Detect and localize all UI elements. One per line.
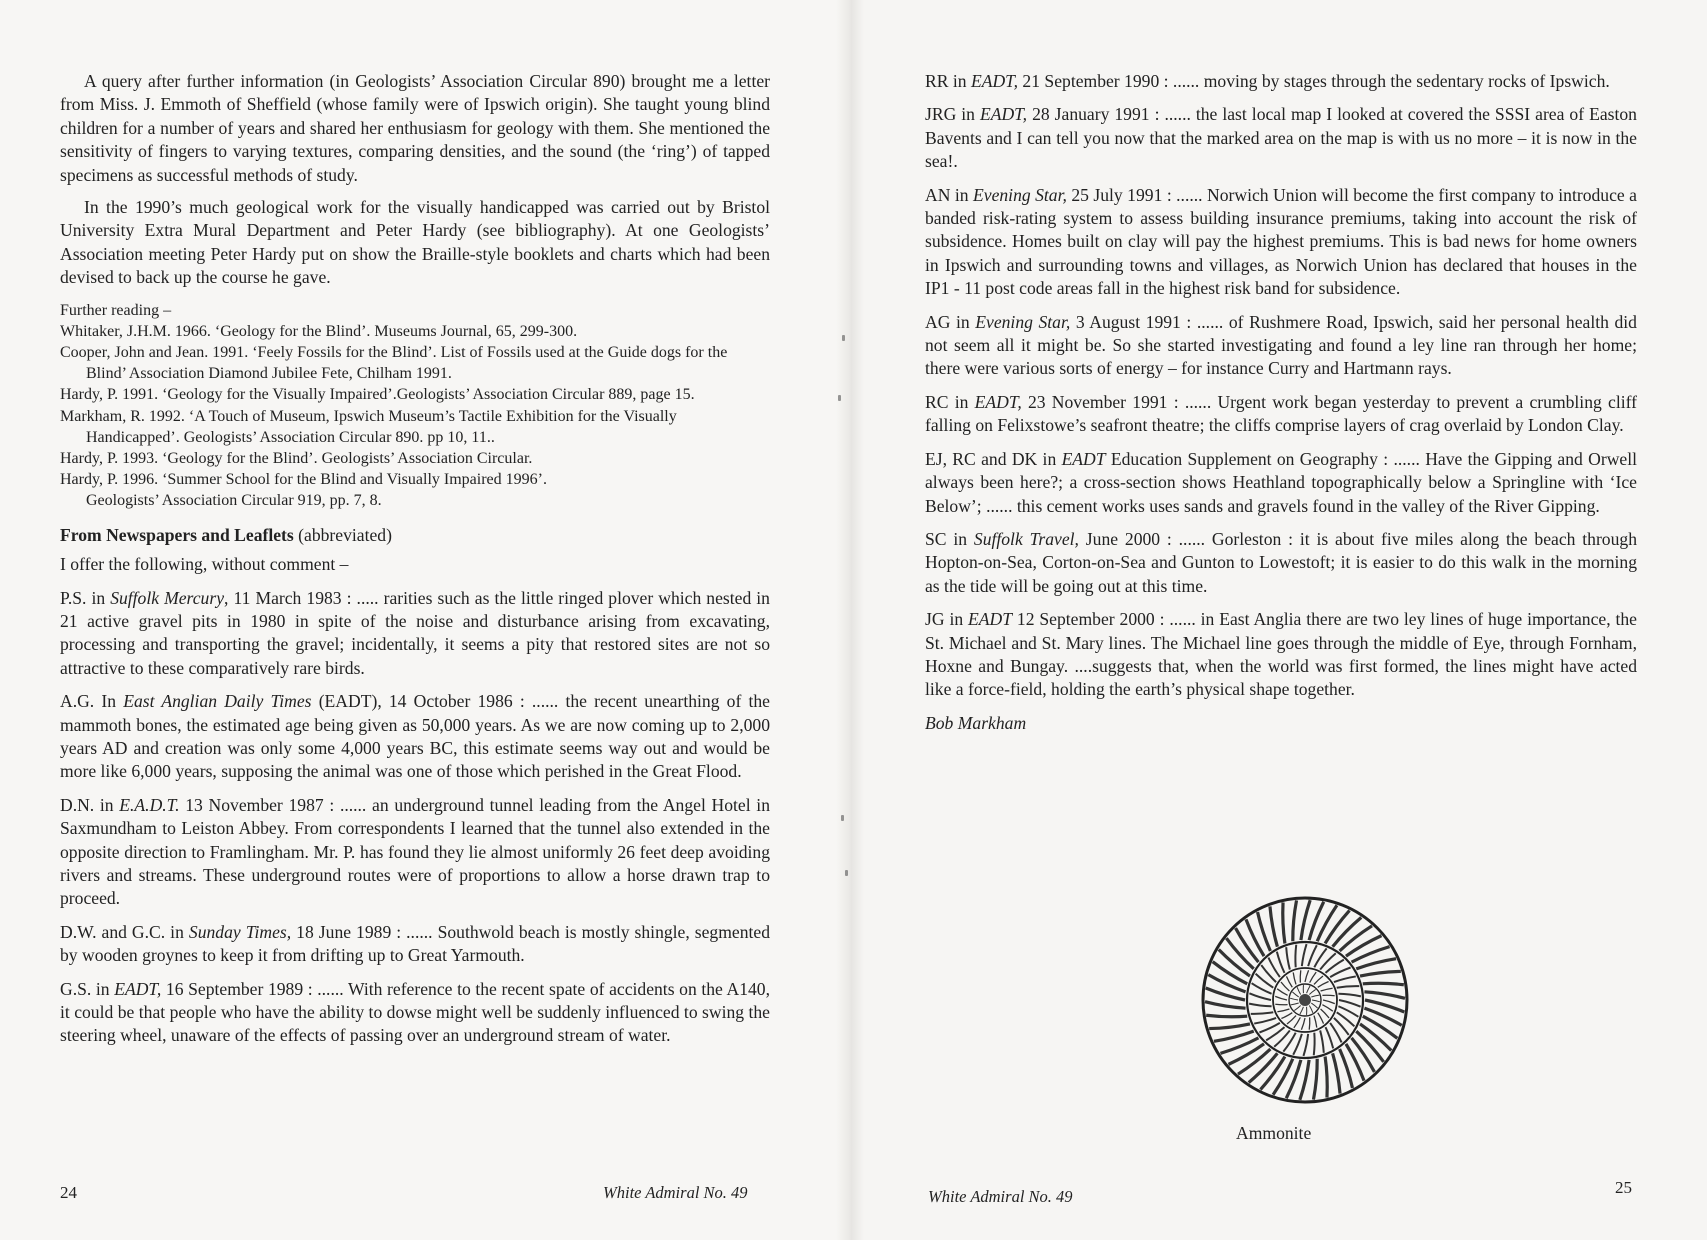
binding-speck: [838, 395, 841, 401]
news-source: EADT,: [974, 391, 1022, 412]
news-source: Evening Star,: [975, 311, 1071, 332]
section-heading-title: From Newspapers and Leaflets: [60, 524, 294, 545]
binding-speck: [845, 870, 848, 876]
section-heading-note: (abbreviated): [298, 524, 392, 545]
news-entry: RR in EADT, 21 September 1990 : ...... moving by stages through the sedentary rocks of Ipswich.: [925, 71, 1610, 91]
reference-item: Hardy, P. 1991. ‘Geology for the Visually Impaired’.Geologists’ Association Circular 889, page 15.: [60, 386, 695, 404]
footer-title-right: White Admiral No. 49: [928, 1187, 1073, 1206]
binding-speck: [841, 815, 844, 821]
further-reading-list: [60, 300, 770, 512]
news-entry: AG in Evening Star, 3 August 1991 : ...... of Rushmere Road, Ipswich, said her personal health did not seem all it might be. So she started investigating and found a ley line ran through her home; there were various sorts of energy – for instance Curry and Hartmann rays.: [925, 311, 1637, 379]
news-source: EADT,: [114, 978, 162, 999]
news-source: EADT: [1061, 448, 1106, 469]
right-page-text-column: [925, 70, 1637, 735]
news-source: EADT,: [970, 71, 1019, 91]
reference-item: Markham, R. 1992. ‘A Touch of Museum, Ipswich Museum’s Tactile Exhibition for the Visually Handicapped’. Geologists’ Association Circular 890. pp 10, 11..: [60, 407, 677, 446]
section-heading: [60, 524, 770, 547]
news-entry: RC in EADT, 23 November 1991 : ...... Urgent work began yesterday to prevent a crumbling cliff falling on Felixstowe’s seafront theatre; the cliffs comprise layers of crag overlaid by London Clay.: [925, 391, 1638, 436]
news-entry: D.N. in E.A.D.T. 13 November 1987 : ...... an underground tunnel leading from the Angel Hotel in Saxmundham to Leiston Abbey. From correspondents I learned that the tunnel also extended in the opposite direction to Framlingham. Mr. P. has found they lie almost uniformly 26 feet deep avoiding rivers and streams. These underground routes were of proportions to allow a horse drawn trap to proceed.: [60, 794, 770, 909]
news-source: Evening Star,: [973, 184, 1067, 205]
footer-title-left: White Admiral No. 49: [603, 1183, 748, 1202]
left-page-text-column: [60, 70, 770, 1058]
reference-item: Whitaker, J.H.M. 1966. ‘Geology for the Blind’. Museums Journal, 65, 299-300.: [60, 322, 578, 340]
intro-line: I offer the following, without comment –: [60, 554, 349, 575]
ammonite-illustration: [1190, 880, 1420, 1110]
news-source: EADT,: [979, 104, 1028, 125]
binding-speck: [842, 335, 845, 341]
news-entry: AN in Evening Star, 25 July 1991 : ...... Norwich Union will become the first company to introduce a banded risk-rating system to assess building insurance premiums, taking into account the risk of subsidence. Homes built on clay will pay the highest premiums. This is bad news for home owners in Ipswich and surrounding towns and villages, as Norwich Union has declared that houses in the IP1 - 11 post code areas fall in the highest risk band for subsidence.: [925, 184, 1637, 299]
news-source: EADT: [968, 609, 1013, 630]
paragraph: In the 1990’s much geological work for the visually handicapped was carried out by Bristol University Extra Mural Department and Peter Hardy (see bibliography). At one Geologists’ Association meeting Peter Hardy put on show the Braille-style booklets and charts which had been devised to back up the course he gave.: [60, 197, 770, 288]
news-source: Sunday Times,: [188, 921, 292, 942]
book-gutter: [836, 0, 864, 1240]
news-source: East Anglian Daily Times: [123, 691, 312, 712]
paragraph: A query after further information (in Geologists’ Association Circular 890) brought me a letter from Miss. J. Emmoth of Sheffield (whose family were of Ipswich origin). She taught young blind children for a number of years and shared her enthusiasm for geology with them. She mentioned the sensitivity of fingers to varying textures, comparing densities, and the sound (the ‘ring’) of tapped specimens as successful methods of study.: [60, 71, 770, 185]
reference-item: Hardy, P. 1993. ‘Geology for the Blind’. Geologists’ Association Circular.: [60, 450, 533, 468]
reference-continuation: Geologists’ Association Circular 919, pp. 7, 8.: [86, 492, 382, 510]
page-number-left: 24: [60, 1183, 77, 1202]
news-source: Suffolk Travel,: [973, 528, 1079, 549]
news-source: E.A.D.T.: [119, 794, 180, 815]
news-entry: P.S. in Suffolk Mercury, 11 March 1983 : ..... rarities such as the little ringed plover which nested in 21 active gravel pits in 1980 in spite of the noise and disturbance arising from excavating, processing and transporting the gravel; incidentally, it seems a pity that restored sites are not so attractive to these comparatively rare birds.: [60, 587, 770, 678]
page-number-right: 25: [1615, 1178, 1632, 1197]
author-signature: Bob Markham: [925, 712, 1027, 733]
news-entry: G.S. in EADT, 16 September 1989 : ...... With reference to the recent spate of accidents on the A140, it could be that people who have the ability to dowse might well be suddenly influenced to swing the steering wheel, unaware of the effects of passing over an underground stream of water.: [60, 978, 770, 1046]
news-source: Suffolk Mercury: [110, 587, 225, 608]
news-entry: SC in Suffolk Travel, June 2000 : ...... Gorleston : it is about five miles along the beach through Hopton-on-Sea, Corton-on-Sea and Gunton to Lowestoft; it is easier to do this walk in the morning as the tide will be going out at this time.: [925, 528, 1637, 596]
news-entry: A.G. In East Anglian Daily Times (EADT), 14 October 1986 : ...... the recent unearthing of the mammoth bones, the estimated age being given as 50,000 years. As we are now coming up to 2,000 years AD and creation was only some 4,000 years BC, this estimate seems way out and would be more like 6,000 years, supposing the animal was one of those which perished in the Great Flood.: [60, 691, 770, 782]
figure-caption: Ammonite: [1236, 1123, 1312, 1143]
news-entry: JRG in EADT, 28 January 1991 : ...... the last local map I looked at covered the SSSI area of Easton Bavents and I can tell you now that the marked area on the map is with us no more – it is now in the sea!.: [925, 104, 1637, 172]
reference-item: Cooper, John and Jean. 1991. ‘Feely Fossils for the Blind’. List of Fossils used at the Guide dogs for the Blind’ Association Diamond Jubilee Fete, Chilham 1991.: [60, 344, 728, 383]
news-entry: EJ, RC and DK in EADT Education Supplement on Geography : ...... Have the Gipping and Orwell always been here?; a cross-section shows Heathland topographically below a Springline with ‘Ice Below’; ...... this cement works uses sands and gravels found in the valley of the River Gipping.: [925, 448, 1638, 516]
reference-item: Hardy, P. 1996. ‘Summer School for the Blind and Visually Impaired 1996’.: [60, 471, 547, 489]
news-entry: JG in EADT 12 September 2000 : ...... in East Anglia there are two ley lines of huge importance, the St. Michael and St. Mary lines. The Michael line goes through the middle of Eye, through Fornham, Hoxne and Bungay. ....suggests that, when the world was first formed, the lines might have acted like a force-field, holding the earth’s physical shape together.: [925, 609, 1637, 700]
further-reading-label: Further reading –: [60, 301, 172, 319]
news-entry: D.W. and G.C. in Sunday Times, 18 June 1989 : ...... Southwold beach is mostly shingle, segmented by wooden groynes to keep it from drifting up to Great Yarmouth.: [60, 921, 771, 966]
